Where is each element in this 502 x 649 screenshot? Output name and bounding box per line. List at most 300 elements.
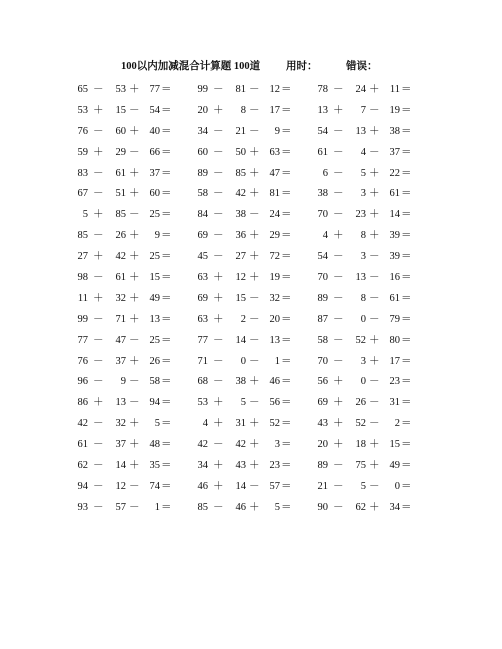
second-operator: ＋ [129,167,140,179]
problem-row [306,101,442,122]
first-operator: － [213,209,224,221]
problem-row [186,352,322,373]
equals-sign: ＝ [401,125,412,137]
problem-row [186,226,322,247]
first-number: 89 [317,460,328,472]
equals-sign: ＝ [281,439,292,451]
problem-column-2 [186,80,322,519]
second-number: 51 [115,188,126,200]
second-number: 62 [355,501,366,513]
problem-row [306,226,442,247]
second-operator: － [369,418,380,430]
problem-row [186,310,322,331]
first-operator: － [213,376,224,388]
second-number: 61 [115,167,126,179]
first-number: 45 [197,251,208,263]
second-number: 0 [360,376,366,388]
problem-row [66,498,202,519]
second-number: 5 [360,480,366,492]
second-operator: ＋ [129,125,140,137]
first-operator: ＋ [213,292,224,304]
equals-sign: ＝ [401,355,412,367]
problem-row [66,352,202,373]
equals-sign: ＝ [401,209,412,221]
third-number: 38 [389,125,400,137]
problem-row [306,393,442,414]
first-number: 76 [77,355,88,367]
second-number: 4 [360,146,366,158]
problem-row [186,184,322,205]
second-number: 18 [355,439,366,451]
problem-row [66,289,202,310]
second-operator: ＋ [249,251,260,263]
first-operator: － [93,480,104,492]
first-operator: ＋ [93,104,104,116]
equals-sign: ＝ [161,397,172,409]
equals-sign: ＝ [281,272,292,284]
problem-row [66,393,202,414]
problem-row [66,247,202,268]
third-number: 9 [154,230,160,242]
first-number: 98 [77,272,88,284]
third-number: 32 [269,292,280,304]
equals-sign: ＝ [161,376,172,388]
problem-row [186,143,322,164]
first-operator: － [333,251,344,263]
equals-sign: ＝ [161,209,172,221]
problem-row [186,435,322,456]
problem-row [186,268,322,289]
second-operator: ＋ [249,272,260,284]
problem-row [306,164,442,185]
equals-sign: ＝ [281,104,292,116]
second-number: 9 [120,376,126,388]
problem-row [66,310,202,331]
equals-sign: ＝ [401,334,412,346]
third-number: 22 [389,167,400,179]
second-operator: ＋ [369,167,380,179]
first-number: 53 [197,397,208,409]
first-number: 63 [197,272,208,284]
third-number: 49 [149,292,160,304]
first-number: 89 [317,292,328,304]
second-operator: － [249,480,260,492]
first-number: 54 [317,251,328,263]
first-number: 84 [197,209,208,221]
first-operator: － [93,84,104,95]
first-number: 27 [77,251,88,263]
first-operator: － [213,230,224,242]
third-number: 14 [389,209,400,221]
third-number: 9 [274,125,280,137]
third-number: 35 [149,460,160,472]
second-number: 42 [235,439,246,451]
second-number: 38 [235,209,246,221]
first-operator: － [333,125,344,137]
second-number: 85 [115,209,126,221]
problem-columns [0,80,502,600]
second-operator: － [129,397,140,409]
equals-sign: ＝ [401,84,412,95]
third-number: 57 [269,480,280,492]
second-number: 38 [235,376,246,388]
second-operator: － [369,480,380,492]
second-number: 27 [235,251,246,263]
second-operator: － [369,313,380,325]
first-number: 38 [317,188,328,200]
first-operator: － [333,167,344,179]
third-number: 79 [389,313,400,325]
third-number: 17 [269,104,280,116]
first-number: 78 [317,84,328,95]
first-operator: － [93,230,104,242]
first-number: 83 [77,167,88,179]
third-number: 81 [269,188,280,200]
second-number: 13 [355,125,366,137]
first-operator: － [333,84,344,95]
first-operator: ＋ [333,418,344,430]
third-number: 37 [149,167,160,179]
equals-sign: ＝ [161,460,172,472]
second-number: 15 [235,292,246,304]
first-operator: － [333,501,344,513]
first-number: 59 [77,146,88,158]
second-operator: ＋ [129,230,140,242]
first-operator: － [333,188,344,200]
first-operator: － [213,146,224,158]
first-number: 94 [77,480,88,492]
second-operator: － [249,104,260,116]
equals-sign: ＝ [161,167,172,179]
equals-sign: ＝ [281,146,292,158]
second-operator: ＋ [249,188,260,200]
equals-sign: ＝ [401,188,412,200]
problem-row [186,372,322,393]
equals-sign: ＝ [281,480,292,492]
second-operator: ＋ [369,188,380,200]
equals-sign: ＝ [281,125,292,137]
second-operator: － [129,480,140,492]
problem-row [306,289,442,310]
problem-row [306,247,442,268]
second-number: 23 [355,209,366,221]
third-number: 46 [269,376,280,388]
equals-sign: ＝ [161,104,172,116]
problem-row [306,477,442,498]
first-number: 61 [317,146,328,158]
second-operator: － [249,292,260,304]
first-operator: － [213,355,224,367]
first-operator: － [333,146,344,158]
second-number: 15 [115,104,126,116]
first-operator: ＋ [93,397,104,409]
first-number: 58 [197,188,208,200]
first-operator: ＋ [213,418,224,430]
second-operator: － [369,376,380,388]
problem-row [66,414,202,435]
second-operator: ＋ [249,376,260,388]
first-operator: － [93,460,104,472]
problem-row [66,122,202,143]
second-number: 5 [240,397,246,409]
problem-row [66,101,202,122]
problem-row [306,205,442,226]
problem-row [186,101,322,122]
problem-row [186,498,322,519]
first-operator: － [93,355,104,367]
equals-sign: ＝ [281,313,292,325]
equals-sign: ＝ [161,501,172,513]
first-number: 90 [317,501,328,513]
second-operator: ＋ [369,209,380,221]
first-operator: ＋ [213,313,224,325]
problem-row [186,393,322,414]
second-operator: － [249,209,260,221]
equals-sign: ＝ [401,480,412,492]
second-operator: ＋ [129,272,140,284]
first-number: 86 [77,397,88,409]
second-operator: ＋ [129,292,140,304]
third-number: 17 [389,355,400,367]
first-number: 96 [77,376,88,388]
first-number: 76 [77,125,88,137]
first-number: 13 [317,104,328,116]
problem-row [66,80,202,101]
problem-row [306,435,442,456]
first-number: 71 [197,355,208,367]
third-number: 15 [389,439,400,451]
first-operator: ＋ [93,251,104,263]
second-operator: － [129,376,140,388]
first-number: 5 [82,209,88,221]
second-number: 52 [355,334,366,346]
second-number: 42 [115,251,126,263]
equals-sign: ＝ [161,292,172,304]
third-number: 24 [269,209,280,221]
first-number: 42 [77,418,88,430]
third-number: 58 [149,376,160,388]
first-number: 34 [197,125,208,137]
problem-row [66,226,202,247]
equals-sign: ＝ [401,313,412,325]
third-number: 11 [389,84,400,95]
first-number: 70 [317,272,328,284]
problem-row [186,289,322,310]
first-number: 54 [317,125,328,137]
second-number: 85 [235,167,246,179]
third-number: 13 [149,313,160,325]
second-number: 75 [355,460,366,472]
third-number: 39 [389,230,400,242]
equals-sign: ＝ [161,230,172,242]
third-number: 39 [389,251,400,263]
equals-sign: ＝ [161,334,172,346]
second-operator: － [129,209,140,221]
problem-row [66,184,202,205]
problem-row [66,205,202,226]
first-number: 21 [317,480,328,492]
second-number: 14 [235,334,246,346]
first-operator: － [213,188,224,200]
equals-sign: ＝ [401,376,412,388]
third-number: 72 [269,251,280,263]
equals-sign: ＝ [281,460,292,472]
second-operator: ＋ [249,146,260,158]
equals-sign: ＝ [401,418,412,430]
worksheet-header [0,58,502,74]
equals-sign: ＝ [281,84,292,95]
equals-sign: ＝ [401,167,412,179]
equals-sign: ＝ [161,418,172,430]
problem-row [186,205,322,226]
first-number: 56 [317,376,328,388]
second-number: 0 [240,355,246,367]
equals-sign: ＝ [161,272,172,284]
second-number: 29 [115,146,126,158]
second-number: 53 [115,84,126,95]
first-operator: ＋ [213,104,224,116]
first-operator: － [333,460,344,472]
equals-sign: ＝ [401,272,412,284]
second-number: 36 [235,230,246,242]
third-number: 0 [394,480,400,492]
second-operator: － [369,397,380,409]
first-number: 85 [197,501,208,513]
problem-row [66,435,202,456]
second-operator: ＋ [249,439,260,451]
third-number: 34 [389,501,400,513]
first-number: 69 [197,292,208,304]
problem-row [186,122,322,143]
third-number: 60 [149,188,160,200]
third-number: 5 [154,418,160,430]
second-number: 8 [240,104,246,116]
second-number: 12 [235,272,246,284]
second-number: 7 [360,104,366,116]
second-operator: － [249,125,260,137]
first-number: 99 [197,84,208,95]
equals-sign: ＝ [281,418,292,430]
equals-sign: ＝ [281,167,292,179]
first-operator: ＋ [213,460,224,472]
second-operator: ＋ [369,460,380,472]
problem-row [186,331,322,352]
third-number: 5 [274,501,280,513]
first-number: 11 [77,292,88,304]
first-operator: － [93,376,104,388]
third-number: 80 [389,334,400,346]
second-number: 52 [355,418,366,430]
third-number: 26 [149,355,160,367]
second-operator: － [249,313,260,325]
second-operator: ＋ [369,84,380,95]
second-operator: － [369,251,380,263]
third-number: 23 [269,460,280,472]
third-number: 25 [149,334,160,346]
worksheet-title: 100以内加减混合计算题 100道 [121,61,261,72]
equals-sign: ＝ [281,355,292,367]
second-number: 8 [360,230,366,242]
problem-row [306,414,442,435]
problem-row [306,80,442,101]
problem-row [306,456,442,477]
second-number: 32 [115,418,126,430]
first-operator: － [213,501,224,513]
first-number: 99 [77,313,88,325]
second-operator: ＋ [129,439,140,451]
second-operator: ＋ [249,501,260,513]
problem-row [66,477,202,498]
first-number: 43 [317,418,328,430]
problem-row [66,456,202,477]
first-number: 77 [77,334,88,346]
second-operator: － [249,355,260,367]
equals-sign: ＝ [161,146,172,158]
first-number: 68 [197,376,208,388]
third-number: 1 [154,501,160,513]
second-operator: ＋ [129,313,140,325]
first-number: 42 [197,439,208,451]
third-number: 48 [149,439,160,451]
first-number: 89 [197,167,208,179]
equals-sign: ＝ [161,439,172,451]
first-number: 85 [77,230,88,242]
equals-sign: ＝ [161,480,172,492]
problem-row [306,184,442,205]
first-operator: － [93,418,104,430]
errors-label: 错误： [346,61,378,72]
first-number: 70 [317,355,328,367]
problem-row [186,414,322,435]
second-number: 13 [115,397,126,409]
first-number: 67 [77,188,88,200]
first-number: 20 [197,104,208,116]
third-number: 2 [394,418,400,430]
first-operator: ＋ [93,292,104,304]
second-number: 42 [235,188,246,200]
second-number: 26 [115,230,126,242]
first-number: 61 [77,439,88,451]
equals-sign: ＝ [281,230,292,242]
first-operator: ＋ [333,397,344,409]
second-operator: － [129,501,140,513]
second-operator: － [369,104,380,116]
equals-sign: ＝ [401,251,412,263]
second-number: 61 [115,272,126,284]
first-number: 93 [77,501,88,513]
third-number: 66 [149,146,160,158]
third-number: 25 [149,209,160,221]
second-number: 81 [235,84,246,95]
problem-row [186,477,322,498]
first-number: 20 [317,439,328,451]
first-number: 69 [317,397,328,409]
equals-sign: ＝ [401,292,412,304]
second-number: 71 [115,313,126,325]
third-number: 47 [269,167,280,179]
second-operator: － [249,397,260,409]
third-number: 74 [149,480,160,492]
equals-sign: ＝ [161,251,172,263]
second-operator: － [249,84,260,95]
first-operator: － [213,334,224,346]
problem-column-1 [66,80,202,519]
equals-sign: ＝ [281,292,292,304]
second-operator: － [129,146,140,158]
problem-row [186,164,322,185]
third-number: 3 [274,439,280,451]
problem-row [306,310,442,331]
